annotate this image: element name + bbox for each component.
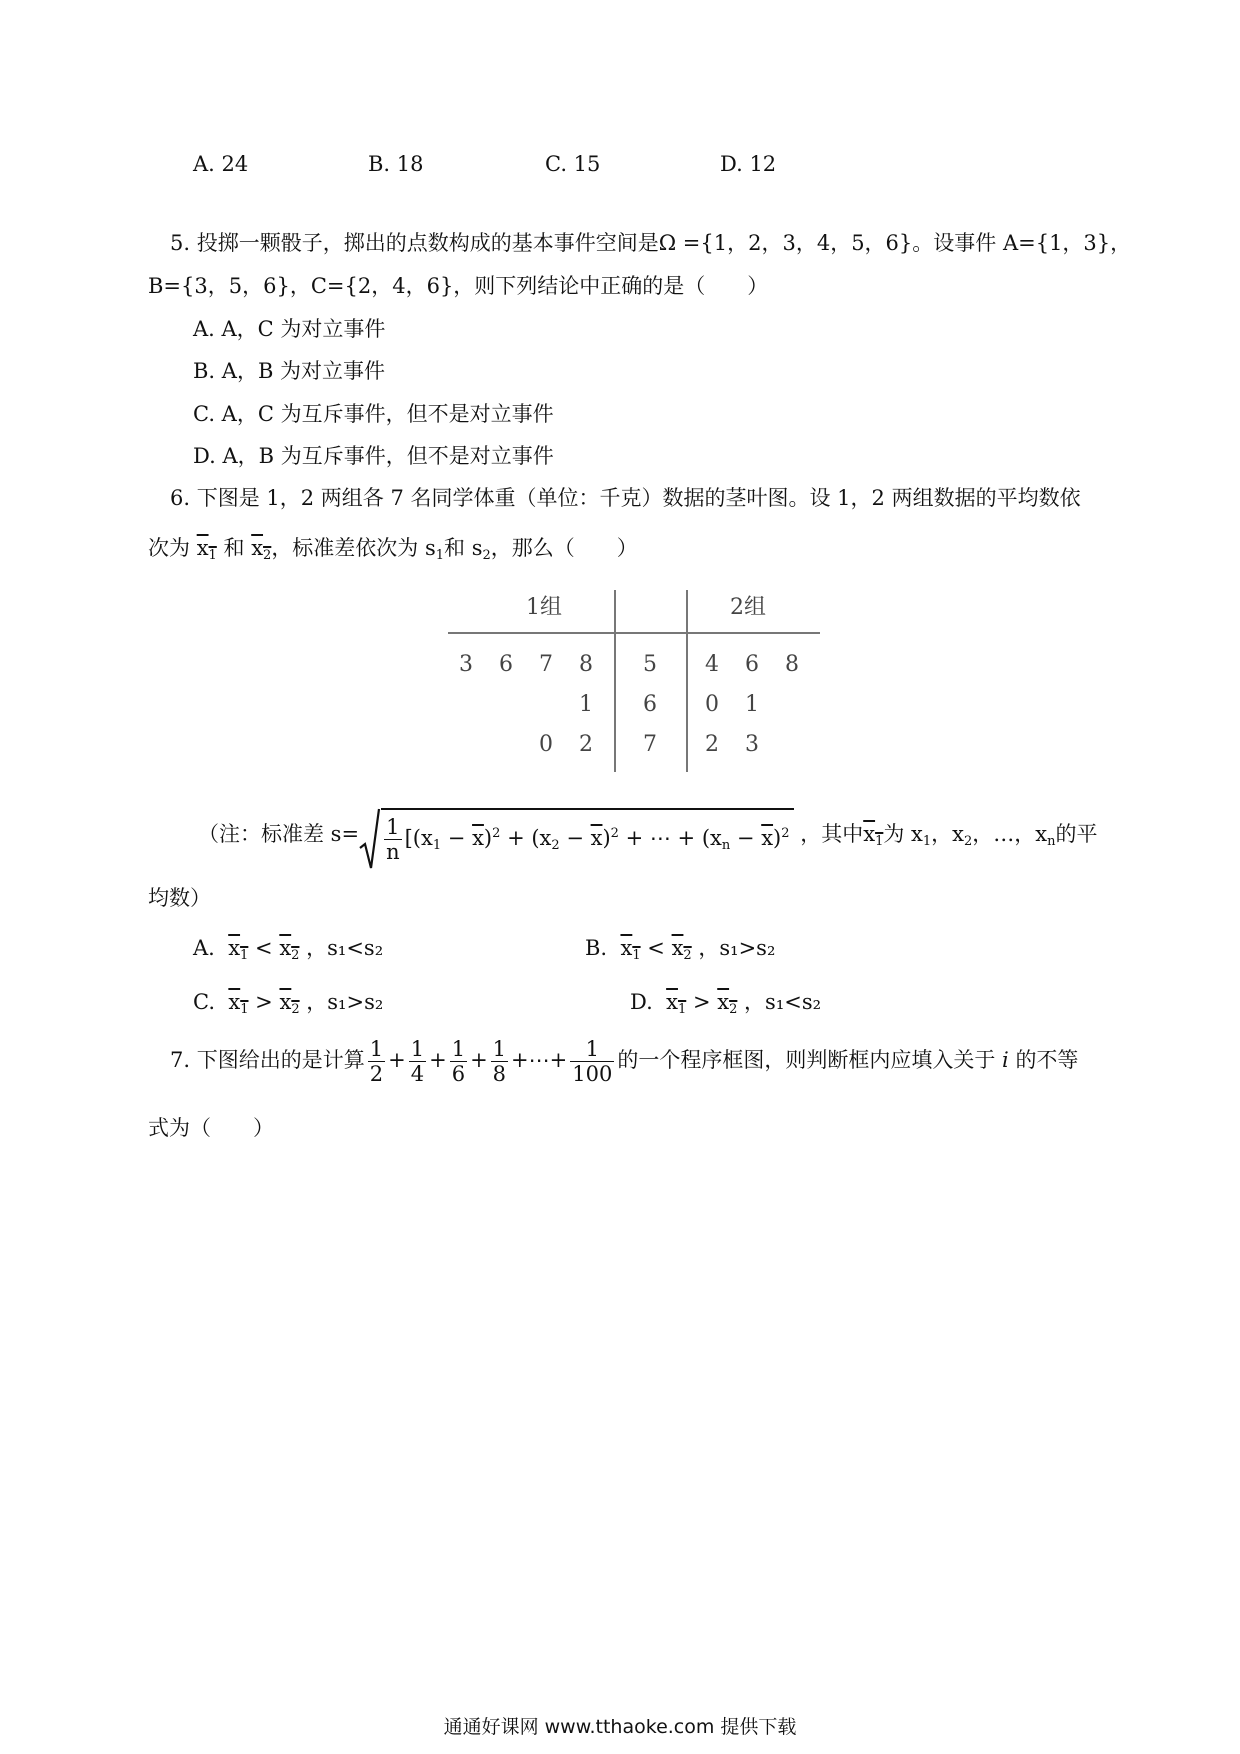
- mean-x1: $x_1$: [196, 536, 217, 563]
- sqrt-symbol: $\frac{1}{n}$ [$(x_1 - \overline{x})^2 + (x_2 - \overline{x})^2$ + ⋯ + $(x_n - \overline{x})^2$: [359, 808, 793, 863]
- mean-x2: $x_2$: [251, 536, 272, 563]
- page-footer: 通通好课网 www.tthaoke.com 提供下载: [443, 1716, 797, 1738]
- std-dev-note-line2: 均数）: [148, 886, 211, 910]
- left-divider: [614, 590, 616, 772]
- radical-icon: [359, 808, 381, 870]
- leaf: 3: [745, 732, 759, 757]
- q6-stem-line1: 6. 下图是 1，2 两组各 7 名同学体重（单位：千克）数据的茎叶图。设 1，2 两组数据的平均数依: [170, 486, 1081, 510]
- leaf: 2: [579, 732, 593, 757]
- leaf: 1: [579, 692, 593, 717]
- frac-1-100: $\frac{1}{100}$: [572, 1037, 613, 1087]
- leaf: 7: [539, 652, 553, 677]
- q4-option-d: D. 12: [720, 152, 777, 176]
- stem: 6: [643, 692, 657, 717]
- q5-option-c: C. A，C 为互斥事件，但不是对立事件: [193, 402, 554, 426]
- stem: 5: [643, 652, 657, 677]
- frac-1-8: $\frac{1}{8}$: [492, 1037, 507, 1087]
- header-divider: [448, 632, 820, 634]
- leaf: 2: [705, 732, 719, 757]
- std-dev-note: （注：标准差 s= $\frac{1}{n}$ [$(x_1 - \overline{x})^2 + (x_2 - \overline{x})^2$ + ⋯ + $(x_n - \overline{x})^2$ ，其中$x_1$为 $x_1$，$x_2$，…，$x_n$的平: [198, 808, 1098, 863]
- leaf: 8: [785, 652, 799, 677]
- q6-stem-line2: 次为 $x_1$ 和 $x_2$，标准差依次为 $s_1$和 $s_2$，那么（ ）: [148, 536, 638, 563]
- right-divider: [686, 590, 688, 772]
- leaf: 6: [745, 652, 759, 677]
- leaf: 1: [745, 692, 759, 717]
- q4-option-a: A. 24: [193, 152, 249, 176]
- q5-option-a: A. A，C 为对立事件: [193, 317, 386, 341]
- group2-label: 2组: [730, 595, 766, 620]
- q5-stem-line2: B={3，5，6}，C={2，4，6}，则下列结论中正确的是（ ）: [148, 274, 769, 298]
- q6-option-a: A. $x_1 < x_2$ ，s₁<s₂: [193, 936, 384, 963]
- q5-stem-line1: 5. 投掷一颗骰子，掷出的点数构成的基本事件空间是Ω ={1，2，3，4，5，6}。设事件 A={1，3}，: [170, 231, 1132, 255]
- leaf: 4: [705, 652, 719, 677]
- leaf: 3: [459, 652, 473, 677]
- one-over-n: $\frac{1}{n}$: [386, 815, 400, 865]
- q5-option-b: B. A，B 为对立事件: [193, 359, 386, 383]
- frac-1-2: $\frac{1}{2}$: [369, 1037, 384, 1087]
- leaf: 0: [705, 692, 719, 717]
- q6-option-d: D. $x_1 > x_2$ ，s₁<s₂: [630, 990, 822, 1017]
- q4-option-c: C. 15: [545, 152, 601, 176]
- q4-option-b: B. 18: [368, 152, 424, 176]
- frac-1-6: $\frac{1}{6}$: [451, 1037, 466, 1087]
- q6-option-c: C. $x_1 > x_2$ ，s₁>s₂: [193, 990, 384, 1017]
- stem-leaf-plot: [448, 590, 820, 780]
- leaf: 6: [499, 652, 513, 677]
- frac-1-4: $\frac{1}{4}$: [410, 1037, 425, 1087]
- leaf: 8: [579, 652, 593, 677]
- leaf: 0: [539, 732, 553, 757]
- stem: 7: [643, 732, 657, 757]
- q5-option-d: D. A，B 为互斥事件，但不是对立事件: [193, 444, 554, 468]
- q7-stem-line2: 式为（ ）: [148, 1116, 274, 1140]
- q7-stem-line1: 7. 下图给出的是计算 $\frac{1}{2}$ + $\frac{1}{4}$ + $\frac{1}{6}$ + $\frac{1}{8}$ +⋯+ $\frac{1}{100}$ 的一个程序框图，则判断框内应填入关于 i 的不等: [170, 1037, 1079, 1087]
- q6-option-b: B. $x_1 < x_2$ ，s₁>s₂: [585, 936, 776, 963]
- group1-label: 1组: [526, 595, 562, 620]
